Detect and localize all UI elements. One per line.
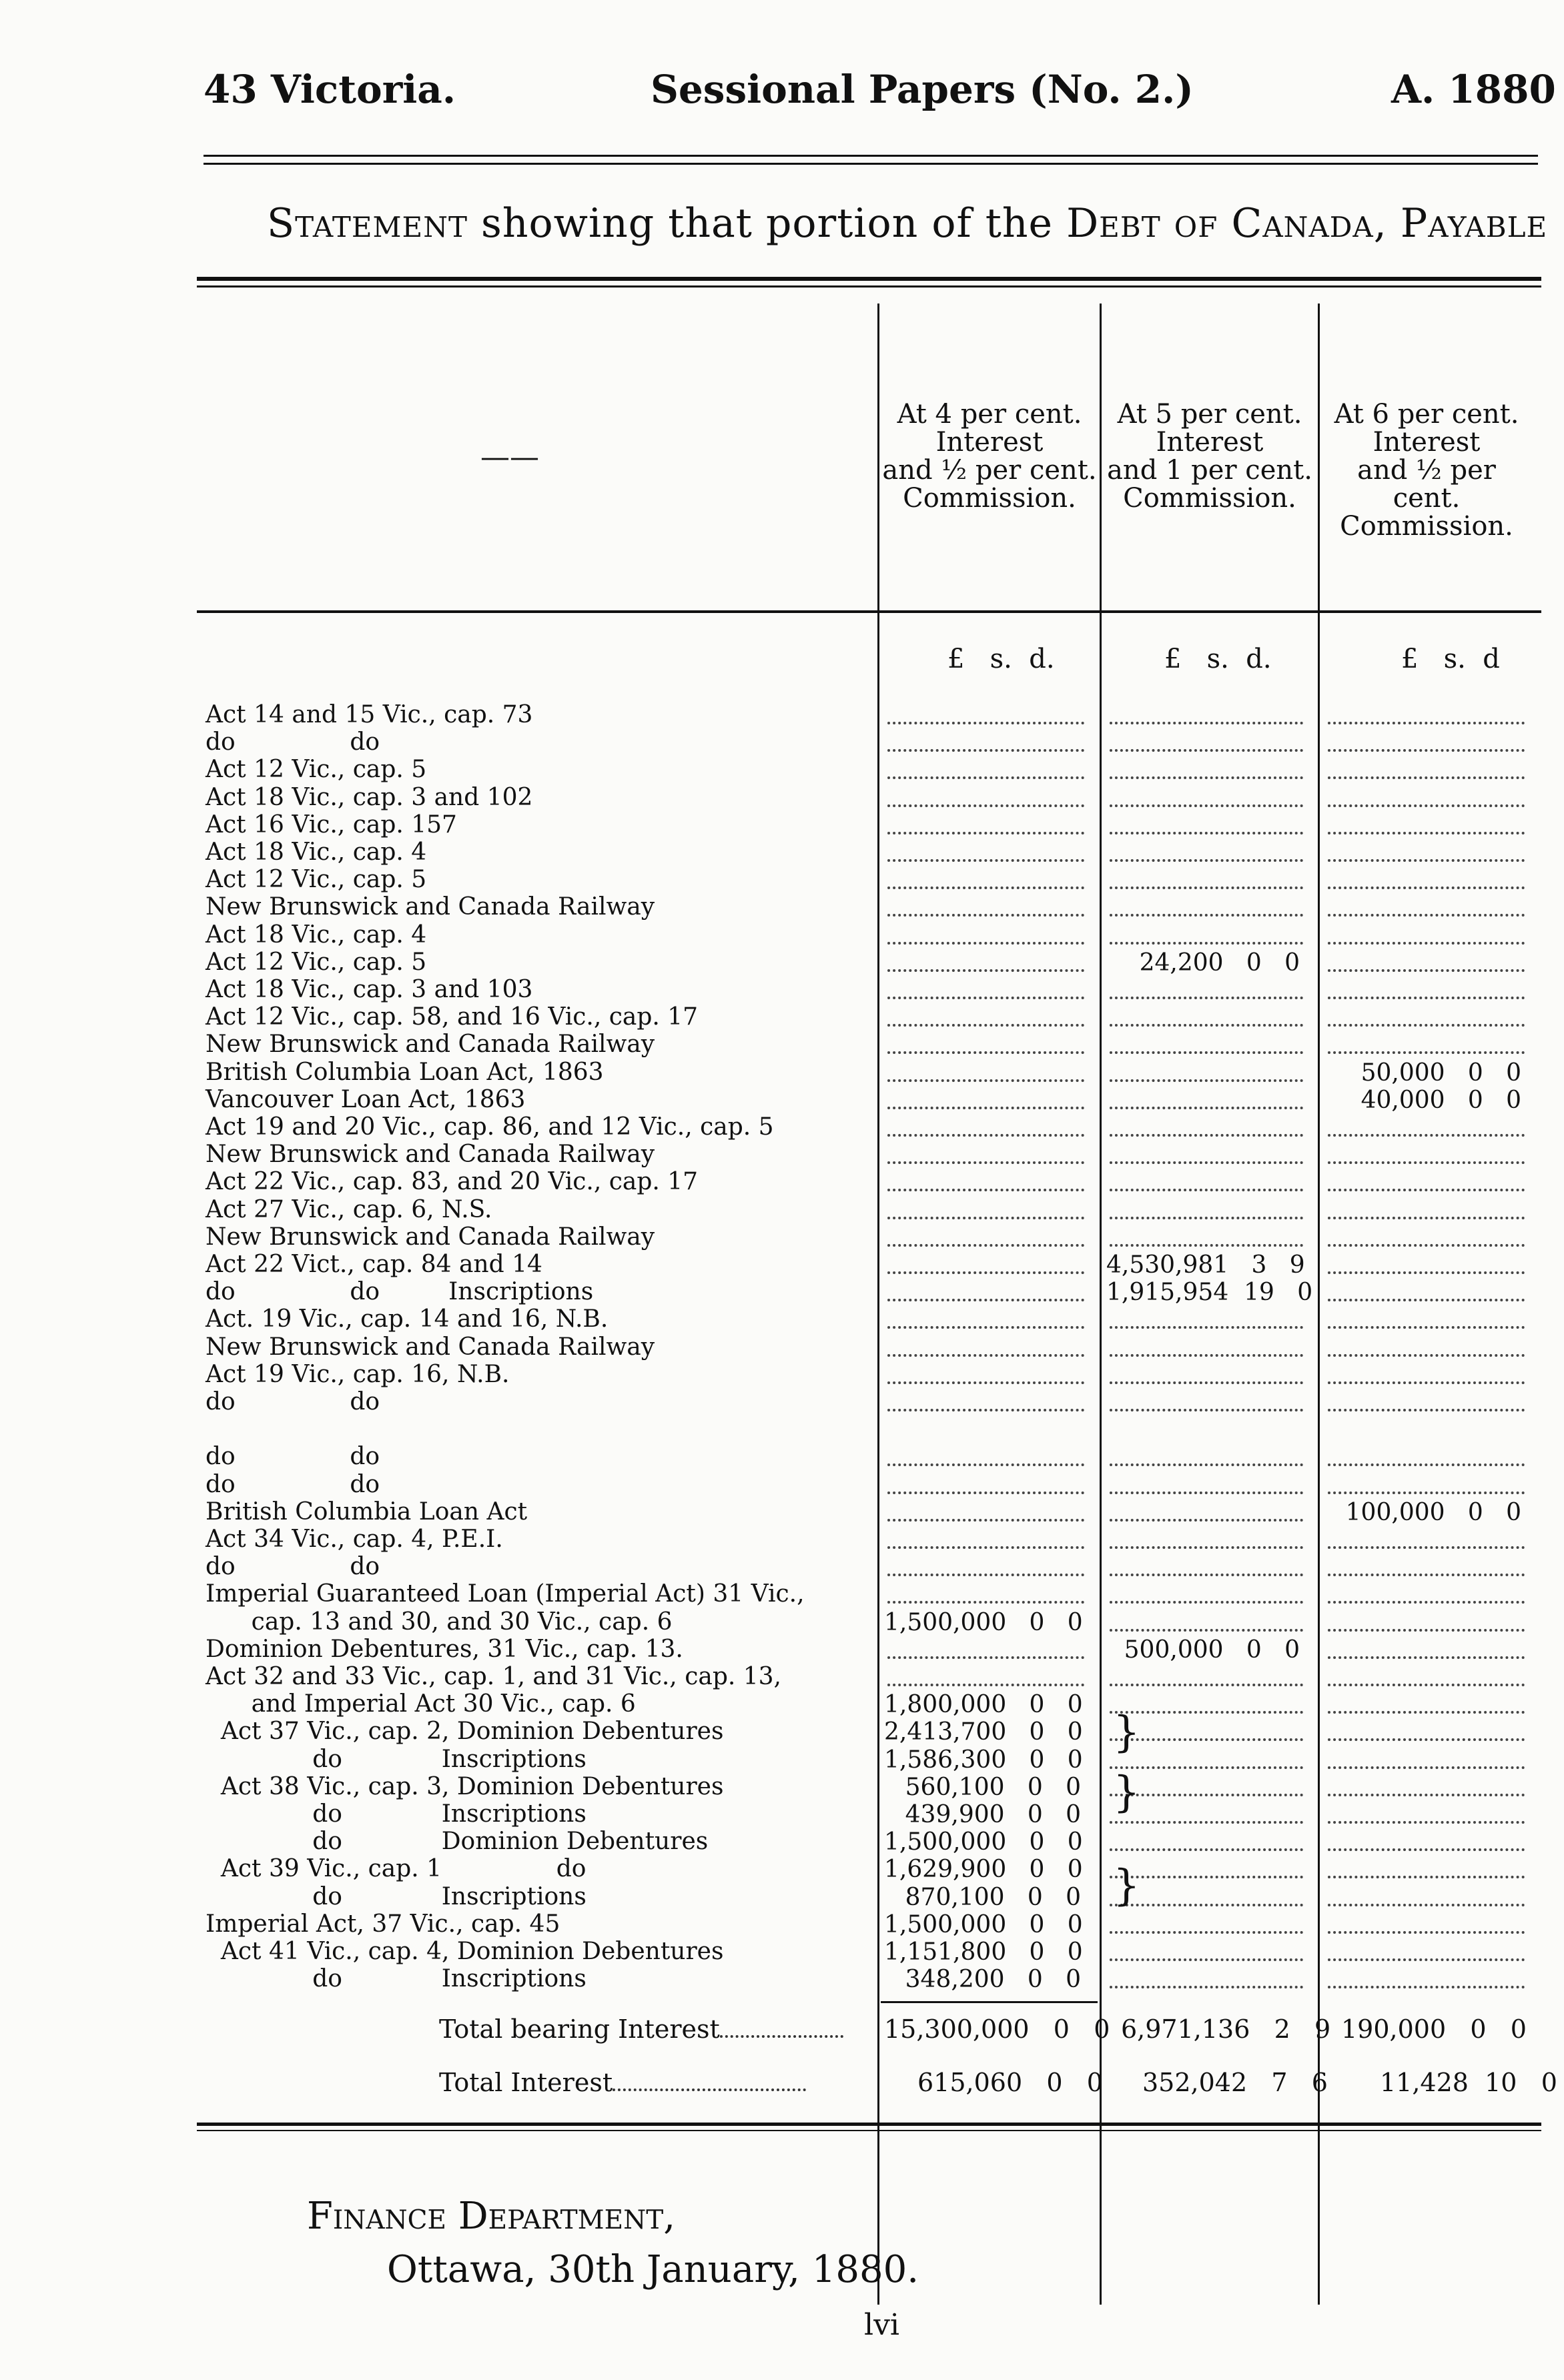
empty-cell-dots xyxy=(1110,1958,1303,1961)
total-rule-1 xyxy=(881,2001,1098,2003)
title-statement: Statement xyxy=(267,200,468,247)
row-label: Act 39 Vic., cap. 1 do xyxy=(206,1855,586,1883)
row-label: do Inscriptions xyxy=(206,1965,586,1993)
total-bearing-5pct: 6,971,136 2 9 xyxy=(1121,2014,1331,2044)
empty-cell-dots xyxy=(1110,1326,1303,1329)
row-label: do do xyxy=(206,1553,380,1581)
empty-cell-dots xyxy=(1328,1409,1525,1411)
empty-cell-dots xyxy=(1328,1244,1525,1247)
row-label: Act. 19 Vic., cap. 14 and 16, N.B. xyxy=(206,1305,609,1333)
leader-dots xyxy=(720,2035,843,2038)
empty-cell-dots xyxy=(1110,1629,1303,1632)
col-header-line: Commission. xyxy=(1123,483,1296,514)
empty-cell-dots xyxy=(1328,1931,1525,1934)
empty-cell-dots xyxy=(887,859,1084,862)
currency-heading-1: £ s. d. xyxy=(947,644,1055,674)
empty-cell-dots xyxy=(1328,1958,1525,1961)
empty-cell-dots xyxy=(1110,1354,1303,1357)
empty-cell-dots xyxy=(1110,1134,1303,1137)
empty-cell-dots xyxy=(887,1656,1084,1659)
empty-cell-dots xyxy=(1110,1244,1303,1247)
amount-cell: 24,200 0 0 xyxy=(1139,949,1300,977)
empty-cell-dots xyxy=(887,749,1084,752)
empty-cell-dots xyxy=(1328,1684,1525,1686)
amount-cell: 40,000 0 0 xyxy=(1360,1086,1521,1114)
page-folio: lvi xyxy=(864,2308,900,2342)
empty-cell-dots xyxy=(887,776,1084,779)
col-header-6pct xyxy=(1320,400,1533,540)
empty-cell-dots xyxy=(1110,1161,1303,1164)
amount-cell: 1,629,900 0 0 xyxy=(884,1856,1083,1884)
header-dash: —— xyxy=(480,440,539,474)
empty-cell-dots xyxy=(1328,1794,1525,1796)
empty-cell-dots xyxy=(1328,1711,1525,1714)
col-header-line: Interest xyxy=(935,427,1044,458)
empty-cell-dots xyxy=(1110,1519,1303,1522)
empty-cell-dots xyxy=(1110,804,1303,807)
empty-cell-dots xyxy=(887,1409,1084,1411)
empty-cell-dots xyxy=(887,997,1084,999)
empty-cell-dots xyxy=(1110,1409,1303,1411)
empty-cell-dots xyxy=(1110,1546,1303,1549)
row-label: do Inscriptions xyxy=(206,1882,586,1910)
row-label: Act 12 Vic., cap. 5 xyxy=(206,866,427,894)
amount-cell: 2,413,700 0 0 xyxy=(884,1718,1083,1746)
empty-cell-dots xyxy=(1328,1848,1525,1851)
empty-cell-dots xyxy=(1110,1986,1303,1988)
finance-department: Finance Department, xyxy=(307,2195,676,2238)
empty-cell-dots xyxy=(887,832,1084,834)
row-label: Act 14 and 15 Vic., cap. 73 xyxy=(206,701,533,728)
row-label: Dominion Debentures, 31 Vic., cap. 13. xyxy=(206,1635,683,1663)
row-label: Act 37 Vic., cap. 2, Dominion Debentures xyxy=(206,1718,724,1746)
row-label: Act 18 Vic., cap. 3 and 102 xyxy=(206,783,533,811)
empty-cell-dots xyxy=(1328,804,1525,807)
total-interest-4pct: 615,060 0 0 xyxy=(917,2068,1103,2097)
empty-cell-dots xyxy=(1328,1326,1525,1329)
empty-cell-dots xyxy=(887,1601,1084,1604)
row-label: New Brunswick and Canada Railway xyxy=(206,1031,655,1059)
empty-cell-dots xyxy=(887,1574,1084,1576)
empty-cell-dots xyxy=(1328,1217,1525,1219)
empty-cell-dots xyxy=(1328,1299,1525,1301)
empty-cell-dots xyxy=(1110,1051,1303,1054)
row-label: do Inscriptions xyxy=(206,1800,586,1828)
empty-cell-dots xyxy=(887,1381,1084,1384)
empty-cell-dots xyxy=(1328,1601,1525,1604)
col-header-line: Commission. xyxy=(903,483,1076,514)
row-label: Act 12 Vic., cap. 5 xyxy=(206,948,427,976)
row-label: do do xyxy=(206,1470,380,1498)
brace: } xyxy=(1113,1861,1140,1910)
empty-cell-dots xyxy=(1328,776,1525,779)
amount-cell: 348,200 0 0 xyxy=(905,1966,1081,1994)
col-sep-2 xyxy=(1100,304,1102,2305)
row-label: Act 27 Vic., cap. 6, N.S. xyxy=(206,1195,492,1223)
statement-title xyxy=(267,200,1547,247)
col-header-line: and ½ per cent. xyxy=(882,455,1097,486)
empty-cell-dots xyxy=(1110,1821,1303,1824)
empty-cell-dots xyxy=(1328,1986,1525,1988)
row-label: do do xyxy=(206,1388,380,1415)
row-label: do do Inscriptions xyxy=(206,1278,594,1306)
row-label: Act 22 Vict., cap. 84 and 14 xyxy=(206,1251,542,1278)
header-separator-rule xyxy=(197,610,1541,613)
empty-cell-dots xyxy=(1110,722,1303,724)
row-label: Act 22 Vic., cap. 83, and 20 Vic., cap. 17 xyxy=(206,1168,699,1196)
col-header-line: At 5 per cent. xyxy=(1117,399,1302,430)
col-header-line: Interest xyxy=(1156,427,1264,458)
row-label: Act 18 Vic., cap. 4 xyxy=(206,921,427,949)
amount-cell: 560,100 0 0 xyxy=(905,1773,1081,1801)
col-header-4pct xyxy=(879,400,1100,512)
table-bottom-rule-thin xyxy=(197,2130,1541,2131)
row-label: do Dominion Debentures xyxy=(206,1828,709,1856)
empty-cell-dots xyxy=(887,1463,1084,1466)
empty-cell-dots xyxy=(887,1244,1084,1247)
empty-cell-dots xyxy=(1328,886,1525,889)
header-rule-bottom xyxy=(204,163,1538,165)
header-center: Sessional Papers (No. 2.) xyxy=(651,67,1194,112)
row-label: do Inscriptions xyxy=(206,1745,586,1773)
total-interest-text: Total Interest xyxy=(439,2068,613,2097)
empty-cell-dots xyxy=(1110,1848,1303,1851)
empty-cell-dots xyxy=(1110,1574,1303,1576)
total-bearing-4pct: 15,300,000 0 0 xyxy=(884,2014,1110,2044)
row-label: New Brunswick and Canada Railway xyxy=(206,1223,655,1251)
row-label: British Columbia Loan Act, 1863 xyxy=(206,1058,604,1086)
title-debt: Debt of Canada, Payable xyxy=(1066,200,1548,247)
row-label: New Brunswick and Canada Railway xyxy=(206,1141,655,1169)
empty-cell-dots xyxy=(1110,1189,1303,1191)
row-label: Act 41 Vic., cap. 4, Dominion Debentures xyxy=(206,1938,724,1965)
empty-cell-dots xyxy=(887,1079,1084,1082)
row-label: Act 38 Vic., cap. 3, Dominion Debentures xyxy=(206,1772,724,1800)
row-label: Vancouver Loan Act, 1863 xyxy=(206,1085,526,1113)
row-label: Act 19 Vic., cap. 16, N.B. xyxy=(206,1360,510,1388)
empty-cell-dots xyxy=(887,1217,1084,1219)
amount-cell: 100,000 0 0 xyxy=(1345,1498,1521,1526)
empty-cell-dots xyxy=(1328,1463,1525,1466)
empty-cell-dots xyxy=(1328,1876,1525,1878)
empty-cell-dots xyxy=(1328,1629,1525,1632)
header-rule-top xyxy=(204,155,1538,157)
empty-cell-dots xyxy=(887,1519,1084,1522)
row-label: New Brunswick and Canada Railway xyxy=(206,1333,655,1361)
empty-cell-dots xyxy=(887,1107,1084,1109)
empty-cell-dots xyxy=(1328,969,1525,972)
empty-cell-dots xyxy=(887,1492,1084,1494)
empty-cell-dots xyxy=(1328,1904,1525,1906)
empty-cell-dots xyxy=(1328,1492,1525,1494)
empty-cell-dots xyxy=(1110,1463,1303,1466)
empty-cell-dots xyxy=(1110,886,1303,889)
col-sep-1 xyxy=(877,304,879,2305)
row-label: British Columbia Loan Act xyxy=(206,1498,528,1526)
row-label: Act 18 Vic., cap. 3 and 103 xyxy=(206,976,533,1003)
amount-cell: 1,915,954 19 0 xyxy=(1106,1279,1313,1307)
table-bottom-rule xyxy=(197,2123,1541,2126)
empty-cell-dots xyxy=(1328,1766,1525,1769)
empty-cell-dots xyxy=(887,1354,1084,1357)
empty-cell-dots xyxy=(1328,942,1525,945)
amount-cell: 439,900 0 0 xyxy=(905,1801,1081,1828)
empty-cell-dots xyxy=(887,1684,1084,1686)
currency-heading-3: £ s. d xyxy=(1401,644,1500,674)
amount-cell: 1,800,000 0 0 xyxy=(884,1691,1083,1719)
row-label: New Brunswick and Canada Railway xyxy=(206,893,655,921)
empty-cell-dots xyxy=(1110,1024,1303,1027)
empty-cell-dots xyxy=(1328,1024,1525,1027)
row-label: Act 12 Vic., cap. 5 xyxy=(206,756,427,784)
leader-dots xyxy=(613,2089,806,2091)
row-label: Imperial Guaranteed Loan (Imperial Act) 31 Vic., xyxy=(206,1580,805,1608)
col-header-line: At 4 per cent. xyxy=(897,399,1082,430)
empty-cell-dots xyxy=(887,1134,1084,1137)
empty-cell-dots xyxy=(1110,1381,1303,1384)
empty-cell-dots xyxy=(1328,1546,1525,1549)
col-header-5pct xyxy=(1102,400,1318,512)
total-bearing-text: Total bearing Interest xyxy=(439,2014,720,2044)
row-label: Act 18 Vic., cap. 4 xyxy=(206,838,427,866)
empty-cell-dots xyxy=(887,914,1084,917)
empty-cell-dots xyxy=(1328,914,1525,917)
brace: } xyxy=(1113,1768,1140,1817)
row-label: cap. 13 and 30, and 30 Vic., cap. 6 xyxy=(206,1608,673,1636)
total-bearing-6pct: 190,000 0 0 xyxy=(1341,2014,1527,2044)
total-interest-label xyxy=(439,2068,806,2097)
empty-cell-dots xyxy=(1110,859,1303,862)
empty-cell-dots xyxy=(887,1546,1084,1549)
header-left: 43 Victoria. xyxy=(204,67,456,112)
empty-cell-dots xyxy=(887,1051,1084,1054)
currency-heading-2: £ s. d. xyxy=(1164,644,1272,674)
empty-cell-dots xyxy=(1328,1574,1525,1576)
table-top-rule-thin xyxy=(197,285,1541,287)
col-sep-3 xyxy=(1318,304,1320,2305)
empty-cell-dots xyxy=(1328,1354,1525,1357)
empty-cell-dots xyxy=(1110,832,1303,834)
empty-cell-dots xyxy=(887,1189,1084,1191)
row-label: and Imperial Act 30 Vic., cap. 6 xyxy=(206,1690,636,1718)
empty-cell-dots xyxy=(1328,1381,1525,1384)
amount-cell: 500,000 0 0 xyxy=(1124,1636,1300,1664)
empty-cell-dots xyxy=(1328,1051,1525,1054)
empty-cell-dots xyxy=(1328,1271,1525,1274)
row-label: Act 16 Vic., cap. 157 xyxy=(206,810,457,838)
empty-cell-dots xyxy=(1328,1161,1525,1164)
empty-cell-dots xyxy=(1328,997,1525,999)
amount-cell: 1,586,300 0 0 xyxy=(884,1746,1083,1774)
row-label: Imperial Act, 37 Vic., cap. 45 xyxy=(206,1910,560,1938)
row-label: Act 32 and 33 Vic., cap. 1, and 31 Vic., cap. 13, xyxy=(206,1663,781,1690)
col-header-line: and 1 per cent. xyxy=(1107,455,1312,486)
empty-cell-dots xyxy=(887,1161,1084,1164)
empty-cell-dots xyxy=(1110,1492,1303,1494)
title-text: showing that portion of the xyxy=(467,200,1067,247)
empty-cell-dots xyxy=(887,722,1084,724)
empty-cell-dots xyxy=(1110,776,1303,779)
table-top-rule xyxy=(197,277,1541,281)
place-date: Ottawa, 30th January, 1880. xyxy=(387,2248,919,2291)
total-bearing-label xyxy=(439,2014,843,2044)
row-label: Act 12 Vic., cap. 58, and 16 Vic., cap. 17 xyxy=(206,1003,699,1031)
row-label: do do xyxy=(206,728,380,756)
row-label: Act 34 Vic., cap. 4, P.E.I. xyxy=(206,1526,503,1553)
empty-cell-dots xyxy=(1328,722,1525,724)
amount-cell: 1,151,800 0 0 xyxy=(884,1938,1083,1966)
empty-cell-dots xyxy=(887,886,1084,889)
empty-cell-dots xyxy=(887,1271,1084,1274)
empty-cell-dots xyxy=(1110,997,1303,999)
empty-cell-dots xyxy=(887,1024,1084,1027)
empty-cell-dots xyxy=(887,969,1084,972)
amount-cell: 4,530,981 3 9 xyxy=(1106,1251,1305,1279)
empty-cell-dots xyxy=(887,942,1084,945)
row-label: Act 19 and 20 Vic., cap. 86, and 12 Vic., cap. 5 xyxy=(206,1113,774,1141)
empty-cell-dots xyxy=(1328,1134,1525,1137)
brace: } xyxy=(1113,1708,1140,1757)
amount-cell: 870,100 0 0 xyxy=(905,1883,1081,1911)
empty-cell-dots xyxy=(1110,914,1303,917)
empty-cell-dots xyxy=(1328,1656,1525,1659)
amount-cell: 1,500,000 0 0 xyxy=(884,1828,1083,1856)
total-interest-6pct: 11,428 10 0 xyxy=(1380,2068,1557,2097)
row-label: do do xyxy=(206,1443,380,1471)
col-header-line: and ½ per cent. xyxy=(1357,455,1496,514)
empty-cell-dots xyxy=(887,1326,1084,1329)
empty-cell-dots xyxy=(1110,1079,1303,1082)
empty-cell-dots xyxy=(887,1299,1084,1301)
empty-cell-dots xyxy=(1110,1931,1303,1934)
empty-cell-dots xyxy=(1110,1684,1303,1686)
amount-cell: 1,500,000 0 0 xyxy=(884,1608,1083,1636)
col-header-line: Interest xyxy=(1373,427,1481,458)
col-header-line: At 6 per cent. xyxy=(1334,399,1519,430)
col-header-line: Commission. xyxy=(1340,511,1513,542)
empty-cell-dots xyxy=(1328,1189,1525,1191)
total-interest-5pct: 352,042 7 6 xyxy=(1142,2068,1328,2097)
empty-cell-dots xyxy=(1110,749,1303,752)
empty-cell-dots xyxy=(887,804,1084,807)
empty-cell-dots xyxy=(1110,1107,1303,1109)
empty-cell-dots xyxy=(1328,1821,1525,1824)
empty-cell-dots xyxy=(1328,1738,1525,1741)
empty-cell-dots xyxy=(1110,1601,1303,1604)
header-right: A. 1880 xyxy=(1391,67,1556,112)
amount-cell: 1,500,000 0 0 xyxy=(884,1910,1083,1938)
empty-cell-dots xyxy=(1328,859,1525,862)
empty-cell-dots xyxy=(1328,832,1525,834)
empty-cell-dots xyxy=(1328,749,1525,752)
empty-cell-dots xyxy=(1110,942,1303,945)
empty-cell-dots xyxy=(1110,1217,1303,1219)
amount-cell: 50,000 0 0 xyxy=(1360,1059,1521,1087)
